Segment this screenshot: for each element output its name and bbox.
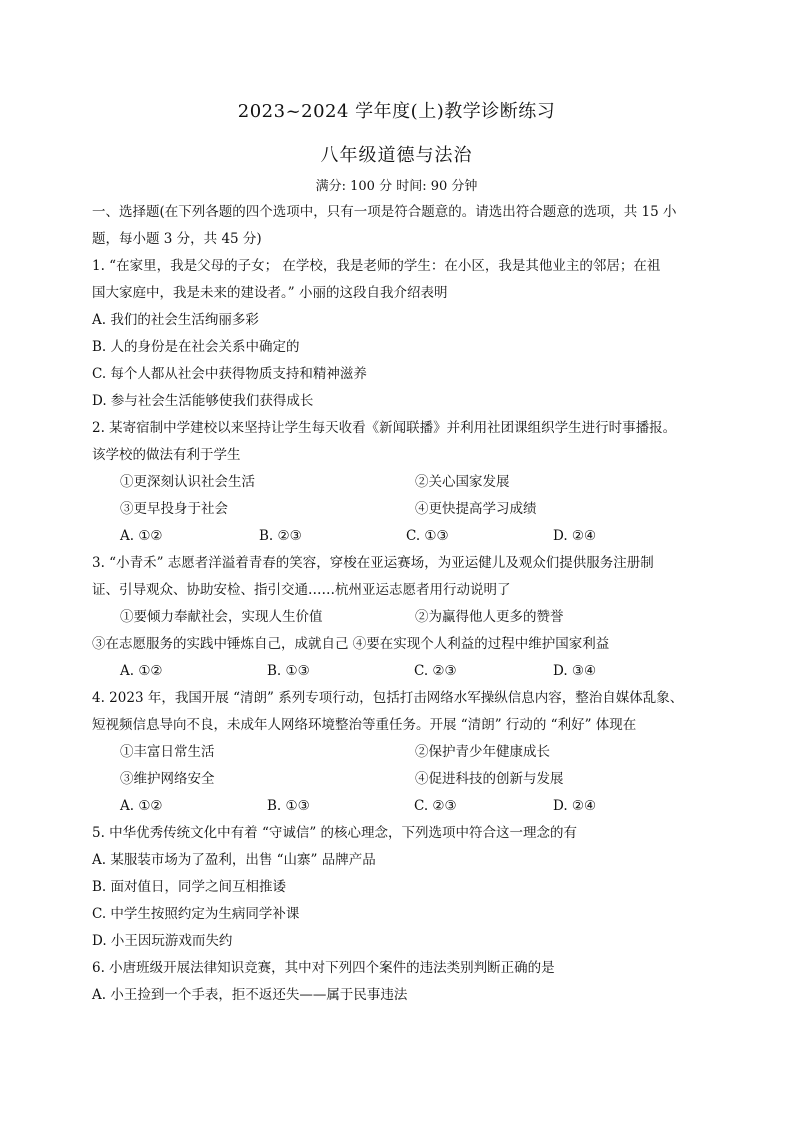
q5-option-d: D. 小王因玩游戏而失约 bbox=[92, 933, 233, 949]
q1-stem-line1: 1. “在家里，我是父母的子女； 在学校，我是老师的学生：在小区，我是其他业主的邻居；在祖 bbox=[92, 258, 661, 274]
q3-stem-line1: 3. “小青禾” 志愿者洋溢着青春的笑容，穿梭在亚运赛场，为亚运健儿及观众们提供服务注册制 bbox=[92, 555, 654, 571]
q4-option-b: B. ①③ bbox=[267, 798, 310, 814]
q2-statement-3: ③更早投身于社会 bbox=[120, 501, 228, 517]
q2-statement-2: ②关心国家发展 bbox=[415, 474, 510, 490]
q1-stem-line2: 国大家庭中，我是未来的建设者。” 小丽的这段自我介绍表明 bbox=[92, 285, 448, 301]
q5-option-b: B. 面对值日，同学之间互相推诿 bbox=[92, 879, 287, 895]
q2-option-b: B. ②③ bbox=[259, 528, 302, 544]
q4-option-c: C. ②③ bbox=[414, 798, 457, 814]
q4-statement-4: ④促进科技的创新与发展 bbox=[415, 771, 564, 787]
q2-stem-line1: 2. 某寄宿制中学建校以来坚持让学生每天收看《新闻联播》并利用社团课组织学生进行时事播报。 bbox=[92, 420, 677, 436]
q2-statement-4: ④更快提高学习成绩 bbox=[415, 501, 537, 517]
q3-statement-2: ②为赢得他人更多的赞誉 bbox=[415, 609, 564, 625]
q3-option-b: B. ①③ bbox=[267, 663, 310, 679]
q6-option-a: A. 小王捡到一个手表，拒不返还失——属于民事违法 bbox=[92, 987, 408, 1003]
q6-stem: 6. 小唐班级开展法律知识竞赛，其中对下列四个案件的违法类别判断正确的是 bbox=[92, 960, 555, 976]
q2-statement-1: ①更深刻认识社会生活 bbox=[120, 474, 255, 490]
q1-option-b: B. 人的身份是在社会关系中确定的 bbox=[92, 339, 300, 355]
q1-option-c: C. 每个人都从社会中获得物质支持和精神滋养 bbox=[92, 366, 367, 382]
q5-stem: 5. 中华优秀传统文化中有着 “守诚信” 的核心理念，下列选项中符合这一理念的有 bbox=[92, 825, 578, 841]
q3-option-a: A. ①② bbox=[120, 663, 163, 679]
q2-stem-line2: 该学校的做法有利于学生 bbox=[92, 447, 241, 463]
exam-meta: 满分: 100 分 时间: 90 分钟 bbox=[315, 179, 478, 194]
q4-option-d: D. ②④ bbox=[553, 798, 597, 814]
q2-option-c: C. ①③ bbox=[406, 528, 449, 544]
q5-option-c: C. 中学生按照约定为生病同学补课 bbox=[92, 906, 300, 922]
exam-subject: 八年级道德与法治 bbox=[320, 145, 473, 166]
q4-statement-3: ③维护网络安全 bbox=[120, 771, 215, 787]
q3-statements-3-4: ③在志愿服务的实践中锤炼自己，成就自己 ④要在实现个人利益的过程中维护国家利益 bbox=[92, 636, 610, 652]
q5-option-a: A. 某服装市场为了盈利，出售 “山寨” 品牌产品 bbox=[92, 852, 376, 868]
q4-statement-2: ②保护青少年健康成长 bbox=[415, 744, 550, 760]
q4-statement-1: ①丰富日常生活 bbox=[120, 744, 215, 760]
q4-stem-line1: 4. 2023 年，我国开展 “清朗” 系列专项行动，包括打击网络水军操纵信息内容，整治自媒体乱象、 bbox=[92, 690, 684, 706]
q3-statement-1: ①要倾力奉献社会，实现人生价值 bbox=[120, 609, 323, 625]
exam-title: 2023~2024 学年度(上)教学诊断练习 bbox=[237, 101, 556, 122]
section-instruction-line2: 题，每小题 3 分，共 45 分) bbox=[92, 231, 262, 247]
q3-option-d: D. ③④ bbox=[553, 663, 597, 679]
q1-option-a: A. 我们的社会生活绚丽多彩 bbox=[92, 312, 259, 328]
q3-stem-line2: 证、引导观众、协助安检、指引交通……杭州亚运志愿者用行动说明了 bbox=[92, 582, 511, 598]
q2-option-d: D. ②④ bbox=[553, 528, 597, 544]
q4-option-a: A. ①② bbox=[120, 798, 163, 814]
q3-option-c: C. ②③ bbox=[414, 663, 457, 679]
q4-stem-line2: 短视频信息导向不良，未成年人网络环境整治等重任务。开展 “清朗” 行动的 “利好” 体现在 bbox=[92, 717, 637, 733]
section-instruction-line1: 一、选择题(在下列各题的四个选项中，只有一项是符合题意的。请选出符合题意的选项，共 15 小 bbox=[92, 204, 677, 220]
q1-option-d: D. 参与社会生活能够使我们获得成长 bbox=[92, 393, 314, 409]
q2-option-a: A. ①② bbox=[120, 528, 163, 544]
